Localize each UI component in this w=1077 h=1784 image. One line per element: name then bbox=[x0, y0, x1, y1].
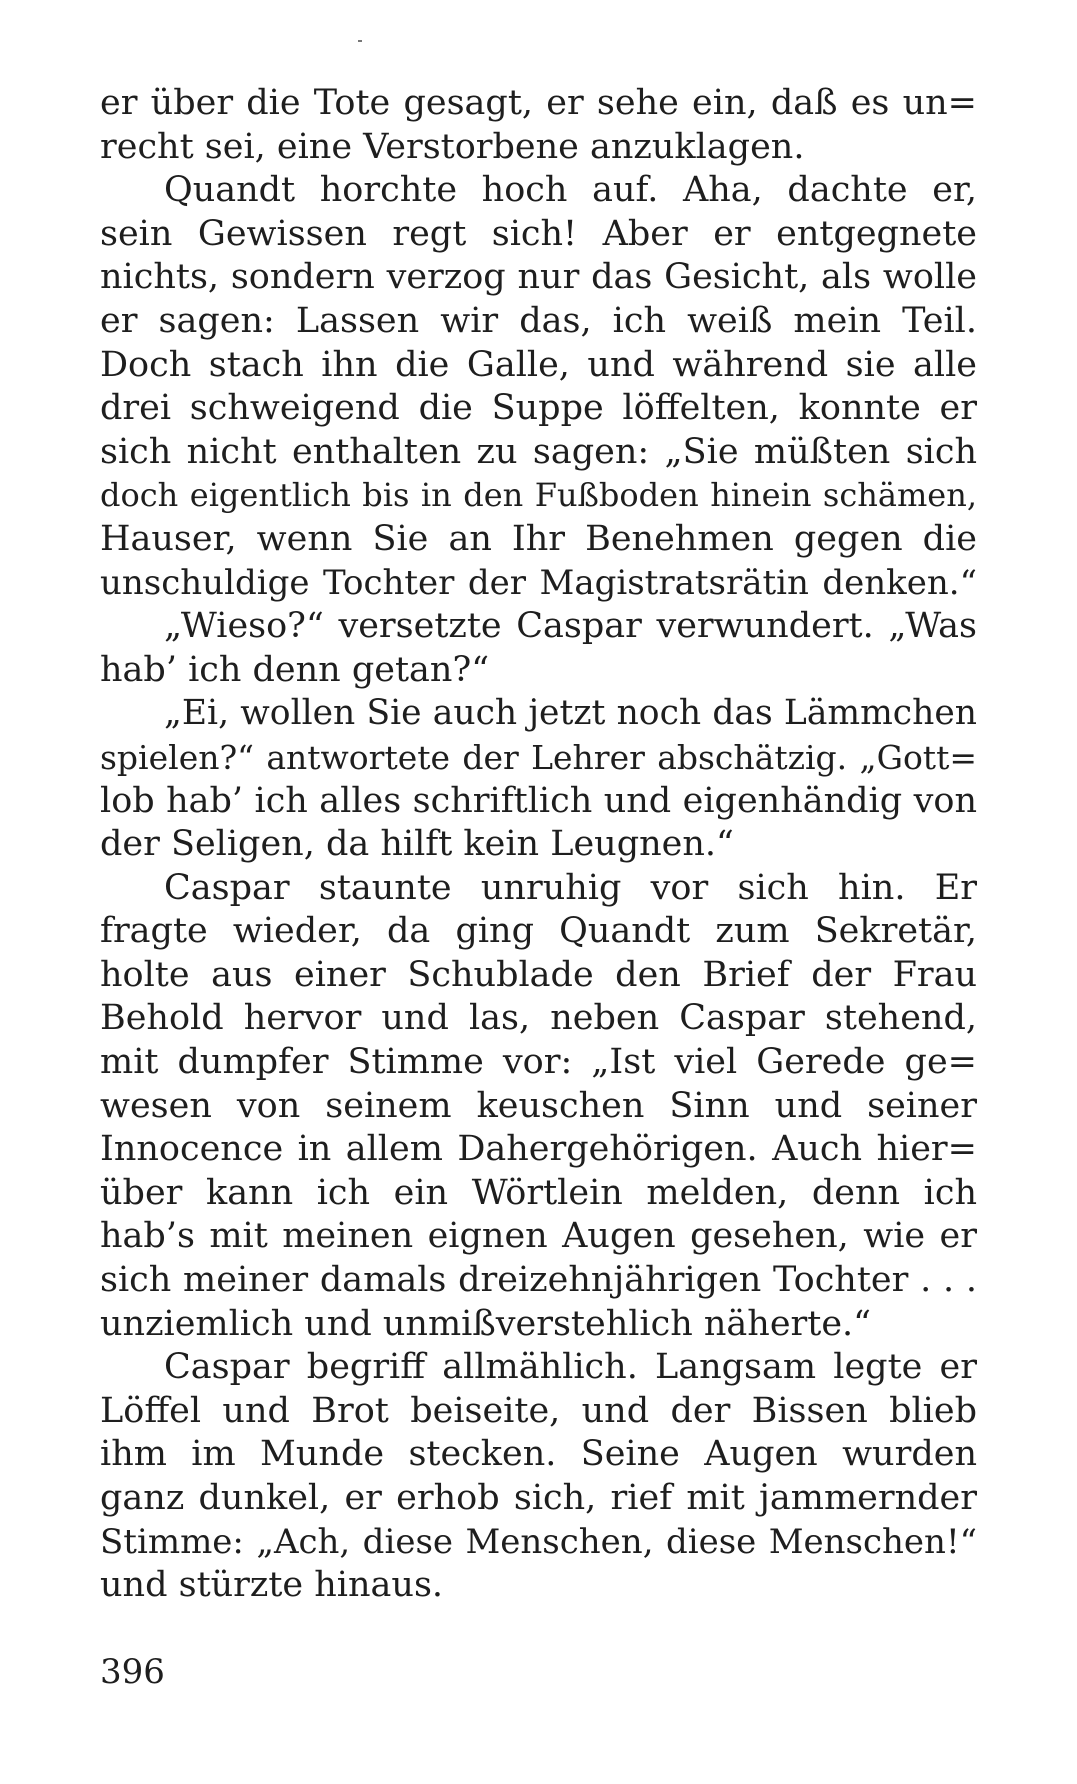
text-line: holte aus einer Schublade den Brief der Frau bbox=[100, 954, 977, 995]
text-line: unziemlich und unmißverstehlich näherte.“ bbox=[100, 1303, 872, 1344]
text-line: unschuldige Tochter der Magistratsrätin denken.“ bbox=[100, 562, 977, 603]
text-line: nichts, sondern verzog nur das Gesicht, als wolle bbox=[100, 257, 977, 298]
text-line: Caspar staunte unruhig vor sich hin. Er bbox=[164, 867, 977, 908]
text-line: „Wieso?“ versetzte Caspar verwundert. „Was bbox=[164, 606, 977, 647]
print-speck bbox=[358, 40, 362, 42]
text-line: hab’ ich denn getan?“ bbox=[100, 649, 490, 690]
text-line: er sagen: Lassen wir das, ich weiß mein Teil. bbox=[100, 300, 977, 341]
text-line: doch eigentlich bis in den Fußboden hinein schämen, bbox=[100, 476, 977, 515]
text-line: Löffel und Brot beiseite, und der Bissen blieb bbox=[100, 1390, 977, 1431]
page-number: 396 bbox=[100, 1652, 165, 1692]
text-block bbox=[100, 82, 977, 1608]
text-line: spielen?“ antwortete der Lehrer abschätzig. „Gott= bbox=[100, 737, 977, 777]
text-line: sich nicht enthalten zu sagen: „Sie müßten sich bbox=[100, 431, 977, 472]
text-line: mit dumpfer Stimme vor: „Ist viel Gerede ge= bbox=[100, 1042, 977, 1083]
text-line: hab’s mit meinen eignen Augen gesehen, wie er bbox=[100, 1216, 977, 1257]
text-line: Hauser, wenn Sie an Ihr Benehmen gegen die bbox=[100, 518, 977, 559]
text-line: und stürzte hinaus. bbox=[100, 1565, 444, 1606]
text-line: drei schweigend die Suppe löffelten, konnte er bbox=[100, 388, 977, 429]
text-line: lob hab’ ich alles schriftlich und eigenhändig von bbox=[100, 780, 977, 821]
text-line: Caspar begriff allmählich. Langsam legte er bbox=[164, 1347, 977, 1388]
text-line: ganz dunkel, er erhob sich, rief mit jammernder bbox=[100, 1478, 977, 1518]
text-line: ihm im Munde stecken. Seine Augen wurden bbox=[100, 1434, 977, 1475]
text-line: wesen von seinem keuschen Sinn und seiner bbox=[100, 1085, 977, 1126]
text-line: Behold hervor und las, neben Caspar stehend, bbox=[100, 998, 977, 1039]
text-line: sein Gewissen regt sich! Aber er entgegnete bbox=[100, 213, 977, 254]
text-line: sich meiner damals dreizehnjährigen Tochter . . . bbox=[100, 1260, 977, 1301]
text-line: er über die Tote gesagt, er sehe ein, daß es un= bbox=[100, 83, 977, 123]
text-line: recht sei, eine Verstorbene anzuklagen. bbox=[100, 126, 805, 167]
text-line: Quandt horchte hoch auf. Aha, dachte er, bbox=[164, 170, 977, 211]
text-line: Doch stach ihn die Galle, und während sie alle bbox=[100, 344, 977, 385]
text-line: Stimme: „Ach, diese Menschen, diese Menschen!“ bbox=[100, 1521, 977, 1562]
text-line: Innocence in allem Dahergehörigen. Auch hier= bbox=[100, 1129, 977, 1170]
text-line: „Ei, wollen Sie auch jetzt noch das Lämmchen bbox=[164, 693, 977, 734]
text-line: der Seligen, da hilft kein Leugnen.“ bbox=[100, 824, 734, 865]
text-line: fragte wieder, da ging Quandt zum Sekretär, bbox=[100, 911, 977, 952]
text-line: über kann ich ein Wörtlein melden, denn ich bbox=[100, 1172, 977, 1213]
